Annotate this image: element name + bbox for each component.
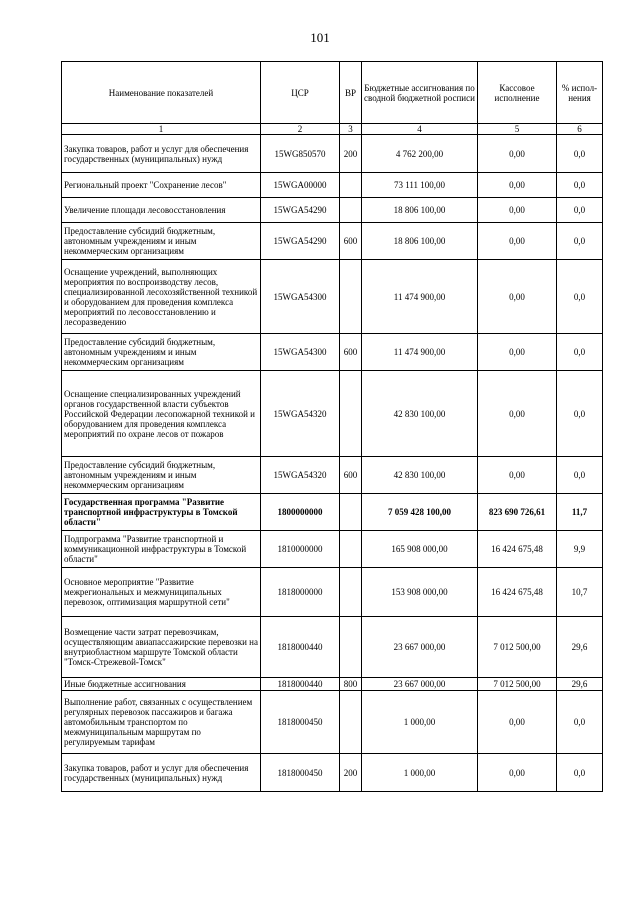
row-assignments: 23 667 000,00 [362, 617, 478, 678]
row-cash: 0,00 [478, 135, 557, 173]
row-name: Предоставление субсидий бюджетным, автономным учреждениям и иным некоммерческим организациям [62, 457, 261, 494]
header-vr: ВР [340, 62, 362, 124]
row-assignments: 4 762 200,00 [362, 135, 478, 173]
row-csr: 1818000450 [261, 691, 340, 754]
row-vr: 600 [340, 223, 362, 260]
row-assignments: 42 830 100,00 [362, 457, 478, 494]
row-csr: 15WGA54290 [261, 198, 340, 223]
row-vr: 200 [340, 754, 362, 792]
row-vr: 600 [340, 457, 362, 494]
row-vr [340, 568, 362, 617]
column-number: 4 [362, 124, 478, 135]
table-row [62, 531, 603, 568]
row-csr: 15WGA54320 [261, 457, 340, 494]
row-name: Закупка товаров, работ и услуг для обеспечения государственных (муниципальных) нужд [62, 754, 261, 792]
row-assignments: 1 000,00 [362, 754, 478, 792]
row-vr [340, 198, 362, 223]
row-vr [340, 531, 362, 568]
row-csr: 1818000440 [261, 617, 340, 678]
table-row [62, 691, 603, 754]
row-name: Государственная программа "Развитие транспортной инфраструктуры в Томской области" [62, 494, 261, 531]
row-cash: 16 424 675,48 [478, 568, 557, 617]
row-percent: 0,0 [557, 691, 603, 754]
header-name: Наименование показателей [62, 62, 261, 124]
table-row [62, 198, 603, 223]
row-cash: 0,00 [478, 334, 557, 371]
row-name: Увеличение площади лесовосстановления [62, 198, 261, 223]
row-percent: 0,0 [557, 371, 603, 457]
row-cash: 0,00 [478, 198, 557, 223]
table-row [62, 334, 603, 371]
row-assignments: 11 474 900,00 [362, 334, 478, 371]
column-number: 6 [557, 124, 603, 135]
row-percent: 0,0 [557, 754, 603, 792]
row-name: Закупка товаров, работ и услуг для обеспечения государственных (муниципальных) нужд [62, 135, 261, 173]
header-csr: ЦСР [261, 62, 340, 124]
row-csr: 1818000440 [261, 678, 340, 691]
row-cash: 0,00 [478, 371, 557, 457]
column-number-row [62, 124, 603, 135]
table-row [62, 135, 603, 173]
row-assignments: 153 908 000,00 [362, 568, 478, 617]
row-percent: 0,0 [557, 135, 603, 173]
header-row [62, 62, 603, 124]
row-assignments: 1 000,00 [362, 691, 478, 754]
row-name: Предоставление субсидий бюджетным, автономным учреждениям и иным некоммерческим организациям [62, 334, 261, 371]
row-percent: 29,6 [557, 617, 603, 678]
row-cash: 7 012 500,00 [478, 678, 557, 691]
row-percent: 11,7 [557, 494, 603, 531]
column-number: 3 [340, 124, 362, 135]
header-cash: Кассовое исполнение [478, 62, 557, 124]
row-assignments: 73 111 100,00 [362, 173, 478, 198]
row-csr: 1818000450 [261, 754, 340, 792]
table-row [62, 371, 603, 457]
column-number: 5 [478, 124, 557, 135]
row-assignments: 11 474 900,00 [362, 260, 478, 334]
row-vr [340, 617, 362, 678]
table-row [62, 494, 603, 531]
table-row [62, 754, 603, 792]
row-name: Региональный проект "Сохранение лесов" [62, 173, 261, 198]
row-percent: 29,6 [557, 678, 603, 691]
row-vr [340, 691, 362, 754]
row-name: Выполнение работ, связанных с осуществлением регулярных перевозок пассажиров и багажа автомобильным транспортом по межмуниципальным маршрутам по регулируемым тарифам [62, 691, 261, 754]
row-name: Подпрограмма "Развитие транспортной и коммуникационной инфраструктуры в Томской области" [62, 531, 261, 568]
row-csr: 1818000000 [261, 568, 340, 617]
row-vr [340, 371, 362, 457]
row-cash: 0,00 [478, 223, 557, 260]
row-assignments: 7 059 428 100,00 [362, 494, 478, 531]
table-row [62, 223, 603, 260]
row-cash: 0,00 [478, 457, 557, 494]
row-percent: 0,0 [557, 334, 603, 371]
table-row [62, 617, 603, 678]
row-vr: 600 [340, 334, 362, 371]
row-csr: 15WGA54290 [261, 223, 340, 260]
row-percent: 0,0 [557, 223, 603, 260]
row-assignments: 42 830 100,00 [362, 371, 478, 457]
row-name: Иные бюджетные ассигнования [62, 678, 261, 691]
page-number: 101 [310, 30, 330, 45]
row-percent: 0,0 [557, 457, 603, 494]
table-row [62, 678, 603, 691]
row-cash: 7 012 500,00 [478, 617, 557, 678]
row-name: Предоставление субсидий бюджетным, автономным учреждениям и иным некоммерческим организациям [62, 223, 261, 260]
row-csr: 15WGA54320 [261, 371, 340, 457]
row-cash: 0,00 [478, 173, 557, 198]
row-vr [340, 173, 362, 198]
table-row [62, 173, 603, 198]
row-assignments: 165 908 000,00 [362, 531, 478, 568]
row-assignments: 18 806 100,00 [362, 198, 478, 223]
row-vr [340, 260, 362, 334]
row-csr: 1810000000 [261, 531, 340, 568]
column-number: 2 [261, 124, 340, 135]
table-row [62, 260, 603, 334]
row-name: Возмещение части затрат перевозчикам, осуществляющим авиапассажирские перевозки на внутриобластном маршруте Томской области "Томск-Стрежевой-Томск" [62, 617, 261, 678]
column-number: 1 [62, 124, 261, 135]
row-vr: 200 [340, 135, 362, 173]
header-percent: % испол- нения [557, 62, 603, 124]
row-vr: 800 [340, 678, 362, 691]
row-cash: 823 690 726,61 [478, 494, 557, 531]
row-csr: 15WG850570 [261, 135, 340, 173]
row-cash: 0,00 [478, 260, 557, 334]
row-vr [340, 494, 362, 531]
row-percent: 0,0 [557, 198, 603, 223]
row-percent: 10,7 [557, 568, 603, 617]
budget-table [61, 61, 603, 792]
row-name: Оснащение специализированных учреждений органов государственной власти субъектов Российской Федерации лесопожарной техникой и оборудованием для проведения комплекса мероприятий по охране лесов от пожаров [62, 371, 261, 457]
row-csr: 15WGA54300 [261, 334, 340, 371]
table-row [62, 568, 603, 617]
row-name: Основное мероприятие "Развитие межрегиональных и межмуниципальных перевозок, оптимизация маршрутной сети" [62, 568, 261, 617]
header-assignments: Бюджетные ассигнования по сводной бюджетной росписи [362, 62, 478, 124]
row-cash: 16 424 675,48 [478, 531, 557, 568]
row-csr: 15WGA00000 [261, 173, 340, 198]
row-name: Оснащение учреждений, выполняющих мероприятия по воспроизводству лесов, специализированной лесохозяйственной техникой и оборудованием для проведения комплекса мероприятий по лесовосстановлению и лесоразведению [62, 260, 261, 334]
row-cash: 0,00 [478, 754, 557, 792]
row-percent: 9,9 [557, 531, 603, 568]
row-percent: 0,0 [557, 260, 603, 334]
row-csr: 1800000000 [261, 494, 340, 531]
row-csr: 15WGA54300 [261, 260, 340, 334]
row-percent: 0,0 [557, 173, 603, 198]
row-cash: 0,00 [478, 691, 557, 754]
table-row [62, 457, 603, 494]
row-assignments: 18 806 100,00 [362, 223, 478, 260]
row-assignments: 23 667 000,00 [362, 678, 478, 691]
